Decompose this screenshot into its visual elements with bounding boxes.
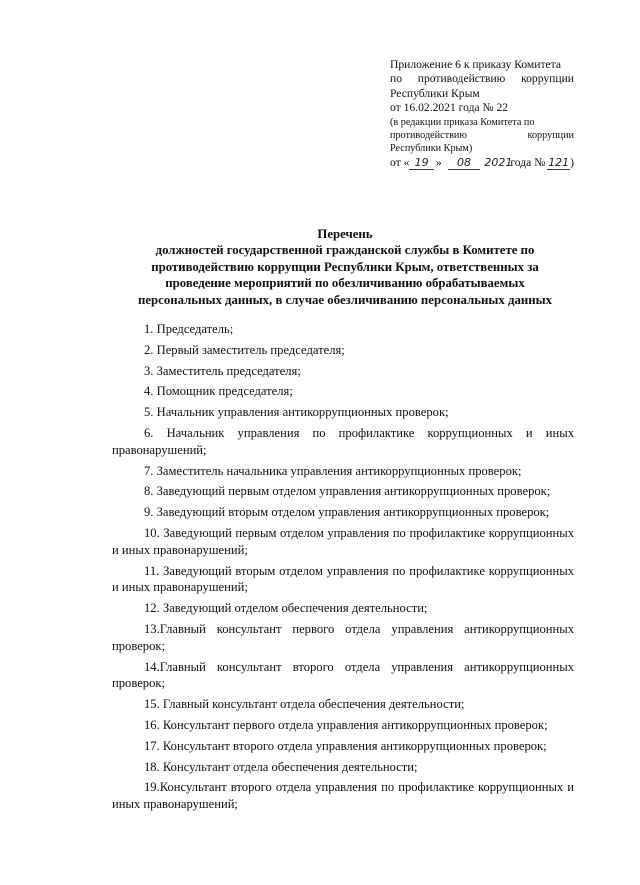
date-close: ) bbox=[570, 156, 574, 170]
handwritten-year: 2021 bbox=[484, 156, 513, 170]
list-item: 14.Главный консультант второго отдела управления антикоррупционных проверок; bbox=[112, 659, 574, 691]
list-item: 8. Заведующий первым отделом управления антикоррупционных проверок; bbox=[144, 484, 551, 499]
annex-line-1: Приложение 6 к приказу Комитета bbox=[390, 58, 562, 71]
list-item: 2. Первый заместитель председателя; bbox=[144, 342, 345, 357]
list-item: 15. Главный консультант отдела обеспечения деятельности; bbox=[144, 697, 465, 712]
handwritten-number: 121 bbox=[548, 156, 570, 170]
annex-edition-2 bbox=[390, 129, 574, 142]
list-item: 13.Главный консультант первого отдела управления антикоррупционных проверок; bbox=[112, 621, 574, 653]
handwritten-day: 19 bbox=[409, 157, 433, 170]
date-year-suffix: года № bbox=[510, 156, 546, 170]
title-line-1: должностей государственной гражданской службы в Комитете по bbox=[155, 243, 535, 258]
annex-word: по bbox=[390, 72, 403, 86]
list-item: 12. Заведующий отделом обеспечения деятельности; bbox=[144, 601, 428, 616]
list-item: 17. Консультант второго отдела управления антикоррупционных проверок; bbox=[144, 738, 547, 753]
annex-edition-date bbox=[390, 156, 574, 170]
annex-line-4: от 16.02.2021 года № 22 bbox=[390, 101, 509, 115]
list-item: 9. Заведующий вторым отделом управления антикоррупционных проверок; bbox=[144, 505, 550, 520]
positions-list bbox=[112, 321, 574, 817]
annex-word: противодействию bbox=[390, 129, 467, 141]
title-line-3: проведение мероприятий по обезличиванию обрабатываемых bbox=[165, 276, 525, 291]
list-item: 18. Консультант отдела обеспечения деятельности; bbox=[144, 759, 418, 774]
annex-edition-3: Республики Крым) bbox=[390, 143, 473, 155]
annex-word: коррупции bbox=[527, 129, 574, 141]
annex-line-2 bbox=[390, 72, 574, 86]
list-item: 16. Консультант первого отдела управления антикоррупционных проверок; bbox=[144, 717, 548, 732]
annex-header bbox=[390, 58, 574, 171]
annex-line-3: Республики Крым bbox=[390, 86, 480, 100]
handwritten-month: 08 bbox=[448, 157, 481, 170]
list-item: 10. Заведующий первым отделом управления по профилактике коррупционных и иных правонарушений; bbox=[112, 525, 574, 557]
list-item: 6. Начальник управления по профилактике коррупционных и иных правонарушений; bbox=[112, 425, 574, 457]
list-item: 19.Консультант второго отдела управления по профилактике коррупционных и иных правонарушений; bbox=[112, 780, 574, 812]
list-item: 1. Председатель; bbox=[144, 322, 234, 336]
annex-edition-1: (в редакции приказа Комитета по bbox=[390, 116, 535, 128]
date-sep: » bbox=[435, 156, 442, 170]
date-prefix: от « bbox=[390, 156, 410, 170]
list-item: 11. Заведующий вторым отделом управления по профилактике коррупционных и иных правонарушений; bbox=[112, 563, 574, 595]
title-heading: Перечень bbox=[317, 227, 373, 241]
title-line-2: противодействию коррупции Республики Крым, ответственных за bbox=[151, 259, 539, 274]
list-item: 3. Заместитель председателя; bbox=[144, 363, 301, 378]
title-line-4: персональных данных, в случае обезличиванию персональных данных bbox=[138, 292, 552, 307]
list-item: 7. Заместитель начальника управления антикоррупционных проверок; bbox=[144, 463, 522, 478]
list-item: 4. Помощник председателя; bbox=[144, 384, 293, 399]
list-item: 5. Начальник управления антикоррупционных проверок; bbox=[144, 405, 449, 420]
annex-word: противодействию bbox=[417, 72, 506, 86]
annex-word: коррупции bbox=[521, 72, 574, 86]
document-title bbox=[112, 226, 578, 308]
